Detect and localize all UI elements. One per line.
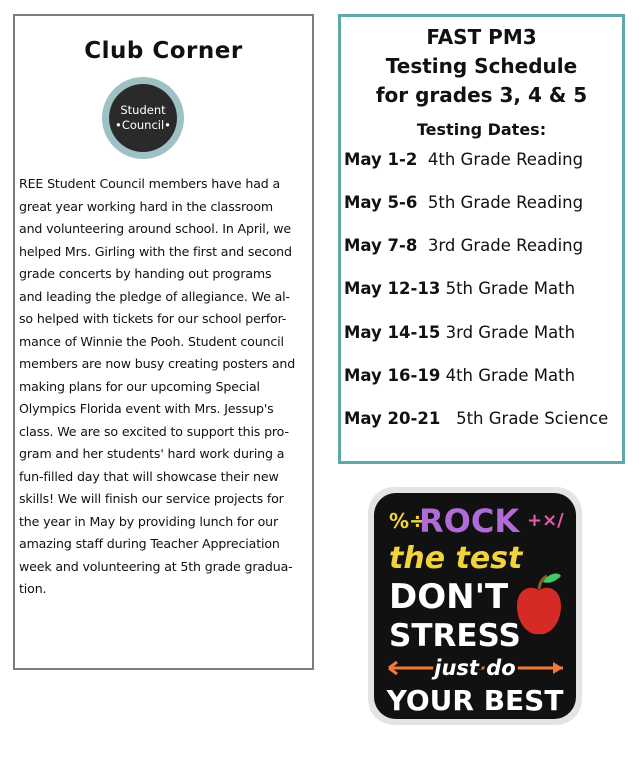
logo-text-student: Student bbox=[120, 103, 166, 117]
article-line: fun-filled day that will showcase their new bbox=[19, 468, 279, 484]
schedule-title-line: FAST PM3 bbox=[426, 25, 537, 49]
schedule-subject: 3rd Grade Reading bbox=[427, 236, 584, 255]
schedule-subject: 4th Grade Math bbox=[445, 366, 576, 385]
sticker-text-rock: ROCK bbox=[419, 502, 520, 540]
schedule-subject: 5th Grade Science bbox=[456, 409, 609, 428]
schedule-date: May 14-15 bbox=[344, 323, 441, 342]
article-line: week and volunteering at 5th grade gradua- bbox=[19, 558, 293, 574]
schedule-row bbox=[344, 279, 575, 298]
schedule-date: May 20-21 bbox=[344, 409, 441, 428]
club-corner-article bbox=[19, 173, 311, 601]
schedule-row bbox=[344, 193, 583, 212]
student-council-logo bbox=[102, 77, 184, 159]
article-line: mance of Winnie the Pooh. Student council bbox=[19, 333, 284, 349]
article-line: great year working hard in the classroom bbox=[19, 198, 274, 214]
sticker-text-dont: DON'T bbox=[389, 577, 509, 617]
schedule-title bbox=[341, 23, 622, 110]
sticker-text-your-best: YOUR BEST bbox=[386, 684, 564, 717]
schedule-date: May 7-8 bbox=[344, 236, 418, 255]
logo-text-council: •Council• bbox=[115, 118, 171, 132]
testing-schedule-box bbox=[338, 14, 625, 464]
schedule-date: May 16-19 bbox=[344, 366, 441, 385]
schedule-date: May 1-2 bbox=[344, 150, 418, 169]
article-line: class. We are so excited to support this pro- bbox=[19, 423, 289, 439]
schedule-date: May 5-6 bbox=[344, 193, 418, 212]
sticker-text-stress: STRESS bbox=[389, 618, 521, 654]
article-line: amazing staff during Teacher Appreciation bbox=[19, 536, 280, 551]
article-line: skills! We will finish our service projects for bbox=[19, 491, 284, 506]
schedule-title-line: Testing Schedule bbox=[385, 54, 578, 78]
math-symbols-right: +×/ bbox=[527, 510, 564, 531]
schedule-date: May 12-13 bbox=[344, 279, 441, 298]
club-corner-box bbox=[13, 14, 314, 670]
schedule-subject: 5th Grade Math bbox=[445, 279, 576, 298]
schedule-row bbox=[344, 409, 608, 428]
schedule-title-line: for grades 3, 4 & 5 bbox=[375, 83, 588, 107]
math-symbols-left: %÷ bbox=[389, 509, 426, 533]
article-line: members are now busy creating posters and bbox=[19, 356, 296, 371]
article-line: the year in May by providing lunch for our bbox=[19, 513, 279, 529]
schedule-row bbox=[344, 150, 583, 169]
schedule-row bbox=[344, 366, 575, 385]
rock-the-test-sticker bbox=[367, 486, 583, 726]
schedule-row bbox=[344, 323, 575, 342]
article-line: and volunteering around school. In April, we bbox=[19, 221, 292, 236]
article-line: gram and her students' hard work during a bbox=[19, 446, 285, 461]
article-line: so helped with tickets for our school perfor- bbox=[19, 311, 287, 326]
testing-dates-heading: Testing Dates: bbox=[416, 120, 547, 139]
sticker-text-the-test: the test bbox=[389, 541, 523, 576]
article-line: and leading the pledge of allegiance. We al- bbox=[19, 288, 290, 304]
sticker-text-just-do: just do bbox=[434, 656, 516, 680]
article-line: tion. bbox=[19, 581, 47, 596]
article-line: making plans for our upcoming Special bbox=[19, 378, 260, 394]
schedule-subject: 5th Grade Reading bbox=[427, 193, 584, 212]
schedule-subject: 4th Grade Reading bbox=[427, 150, 584, 169]
club-corner-title: Club Corner bbox=[84, 38, 243, 64]
article-line: REE Student Council members have had a bbox=[19, 176, 281, 191]
schedule-row bbox=[344, 236, 583, 255]
article-line: helped Mrs. Girling with the first and second bbox=[19, 243, 292, 259]
article-line: Olympics Florida event with Mrs. Jessup's bbox=[19, 401, 274, 416]
article-line: grade concerts by handing out programs bbox=[19, 266, 272, 281]
schedule-subject: 3rd Grade Math bbox=[445, 323, 576, 342]
